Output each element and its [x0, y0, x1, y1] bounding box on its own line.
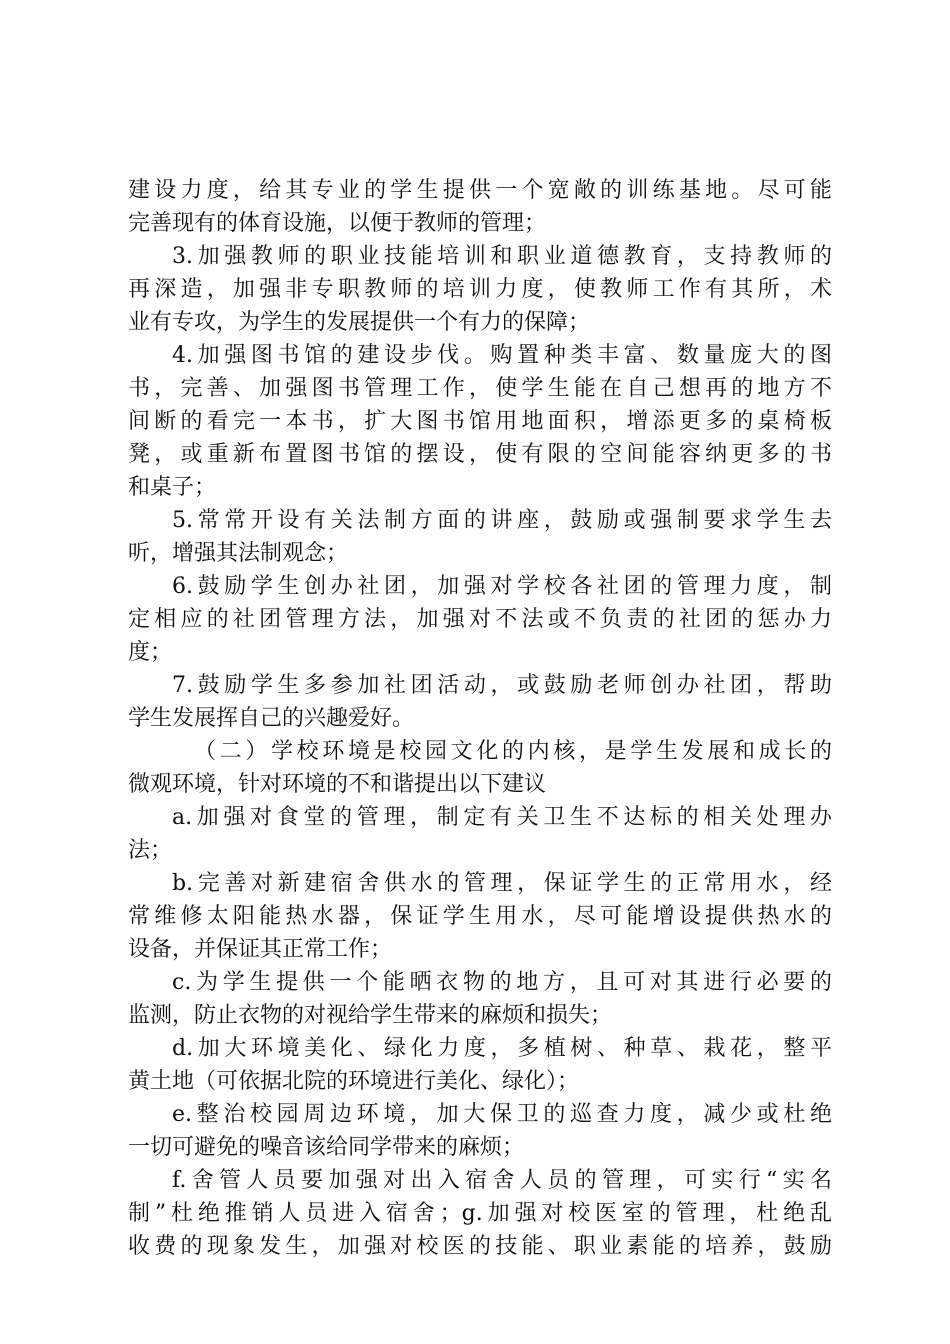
text-line: 建设力度，给其专业的学生提供一个宽敞的训练基地。尽可能	[128, 178, 832, 203]
text-line: 完善现有的体育设施，以便于教师的管理；	[128, 211, 547, 236]
text-line: a.加强对食堂的管理，制定有关卫生不达标的相关处理办	[172, 805, 832, 830]
text-line: f.舍管人员要加强对出入宿舍人员的管理，可实行“实名	[172, 1168, 832, 1193]
text-line: 和桌子；	[128, 475, 217, 500]
text-line: 一切可避免的噪音该给同学带来的麻烦；	[128, 1135, 525, 1160]
text-line: 听，增强其法制观念；	[128, 541, 349, 566]
text-line: 间断的看完一本书，扩大图书馆用地面积，增添更多的桌椅板	[128, 409, 832, 434]
text-line: 微观环境，针对环境的不和谐提出以下建议	[128, 772, 547, 797]
text-line: 黄土地（可依据北院的环境进行美化、绿化）；	[128, 1069, 580, 1094]
text-line: 监测，防止衣物的对视给学生带来的麻烦和损失；	[128, 1003, 613, 1028]
text-line: 4.加强图书馆的建设步伐。购置种类丰富、数量庞大的图	[172, 343, 832, 368]
text-line: 3.加强教师的职业技能培训和职业道德教育，支持教师的	[172, 244, 832, 269]
text-line: d.加大环境美化、绿化力度，多植树、种草、栽花，整平	[172, 1036, 832, 1061]
text-line: 常维修太阳能热水器，保证学生用水，尽可能增设提供热水的	[128, 904, 832, 929]
text-line: （二）学校环境是校园文化的内核，是学生发展和成长的	[194, 739, 832, 764]
text-line: 6.鼓励学生创办社团，加强对学校各社团的管理力度，制	[172, 574, 832, 599]
text-line: 书，完善、加强图书管理工作，使学生能在自己想再的地方不	[128, 376, 832, 401]
text-line: 法；	[128, 838, 173, 863]
text-line: 度；	[128, 640, 173, 665]
text-line: c.为学生提供一个能晒衣物的地方，且可对其进行必要的	[172, 970, 832, 995]
text-line: 再深造，加强非专职教师的培训力度，使教师工作有其所，术	[128, 277, 832, 302]
text-line: 7.鼓励学生多参加社团活动，或鼓励老师创办社团，帮助	[172, 673, 832, 698]
text-line: 设备，并保证其正常工作；	[128, 937, 393, 962]
text-line: e.整治校园周边环境，加大保卫的巡查力度，减少或杜绝	[172, 1102, 832, 1127]
text-line: 5.常常开设有关法制方面的讲座，鼓励或强制要求学生去	[172, 508, 832, 533]
text-line: 凳，或重新布置图书馆的摆设，使有限的空间能容纳更多的书	[128, 442, 832, 467]
text-line: 定相应的社团管理方法，加强对不法或不负责的社团的惩办力	[128, 607, 832, 632]
text-line: b.完善对新建宿舍供水的管理，保证学生的正常用水，经	[172, 871, 832, 896]
document-body	[128, 174, 832, 1263]
text-line: 制”杜绝推销人员进入宿舍；g.加强对校医室的管理，杜绝乱	[128, 1201, 832, 1226]
text-line: 业有专攻，为学生的发展提供一个有力的保障；	[128, 310, 591, 335]
text-line: 学生发展挥自己的兴趣爱好。	[128, 706, 415, 731]
text-line: 收费的现象发生，加强对校医的技能、职业素能的培养，鼓励	[128, 1234, 832, 1259]
